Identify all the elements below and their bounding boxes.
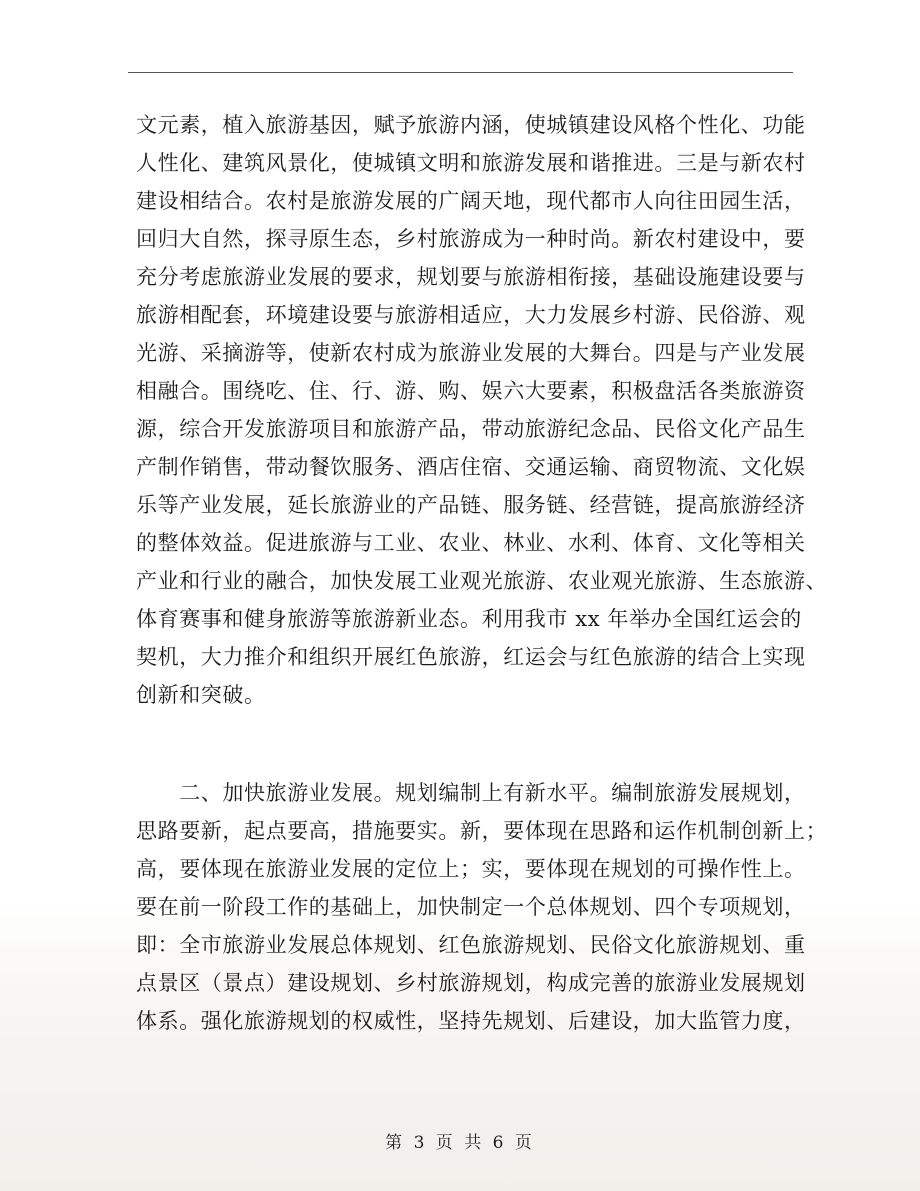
text-line: 要在前一阶段工作的基础上，加快制定一个总体规划、四个专项规划， <box>136 895 806 919</box>
page-number-footer: 第 3 页 共 6 页 <box>385 1133 535 1153</box>
text-line: 二、加快旅游业发展。规划编制上有新水平。编制旅游发展规划， <box>136 781 806 805</box>
text-line: 乐等产业发展，延长旅游业的产品链、服务链、经营链，提高旅游经济 <box>136 493 806 517</box>
text-line: 人性化、建筑风景化，使城镇文明和旅游发展和谐推进。三是与新农村 <box>136 151 806 175</box>
text-line: 契机，大力推介和组织开展红色旅游，红运会与红色旅游的结合上实现 <box>136 645 806 669</box>
text-line: 体系。强化旅游规划的权威性，坚持先规划、后建设，加大监管力度， <box>136 1009 806 1033</box>
text-line: 源，综合开发旅游项目和旅游产品，带动旅游纪念品、民俗文化产品生 <box>136 417 806 441</box>
text-line: 即：全市旅游业发展总体规划、红色旅游规划、民俗文化旅游规划、重 <box>136 933 806 957</box>
text-line: 相融合。围绕吃、住、行、游、购、娱六大要素，积极盘活各类旅游资 <box>136 379 806 403</box>
text-line: 的整体效益。促进旅游与工业、农业、林业、水利、体育、文化等相关 <box>136 531 806 555</box>
text-line: 充分考虑旅游业发展的要求，规划要与旅游相衔接，基础设施建设要与 <box>136 265 806 289</box>
text-line: 旅游相配套，环境建设要与旅游相适应，大力发展乡村游、民俗游、观 <box>136 303 806 327</box>
text-line: 高，要体现在旅游业发展的定位上；实，要体现在规划的可操作性上。 <box>136 857 806 881</box>
header-rule <box>128 72 793 73</box>
paragraph-2 <box>136 774 828 1040</box>
text-line: 光游、采摘游等，使新农村成为旅游业发展的大舞台。四是与产业发展 <box>136 341 806 365</box>
text-line: 点景区（景点）建设规划、乡村旅游规划，构成完善的旅游业发展规划 <box>136 971 806 995</box>
text-line: 文元素，植入旅游基因，赋予旅游内涵，使城镇建设风格个性化、功能 <box>136 113 806 137</box>
text-line: 回归大自然，探寻原生态，乡村旅游成为一种时尚。新农村建设中，要 <box>136 227 806 251</box>
paragraph-1 <box>136 106 828 714</box>
text-line: 产制作销售，带动餐饮服务、酒店住宿、交通运输、商贸物流、文化娱 <box>136 455 806 479</box>
text-line: 创新和突破。 <box>136 683 266 707</box>
text-line: 产业和行业的融合，加快发展工业观光旅游、农业观光旅游、生态旅游、 <box>136 569 828 593</box>
text-line: 建设相结合。农村是旅游发展的广阔天地，现代都市人向往田园生活， <box>136 189 806 213</box>
text-line: 思路要新，起点要高，措施要实。新，要体现在思路和运作机制创新上； <box>136 819 828 843</box>
text-line: 体育赛事和健身旅游等旅游新业态。利用我市 xx 年举办全国红运会的 <box>136 607 802 631</box>
